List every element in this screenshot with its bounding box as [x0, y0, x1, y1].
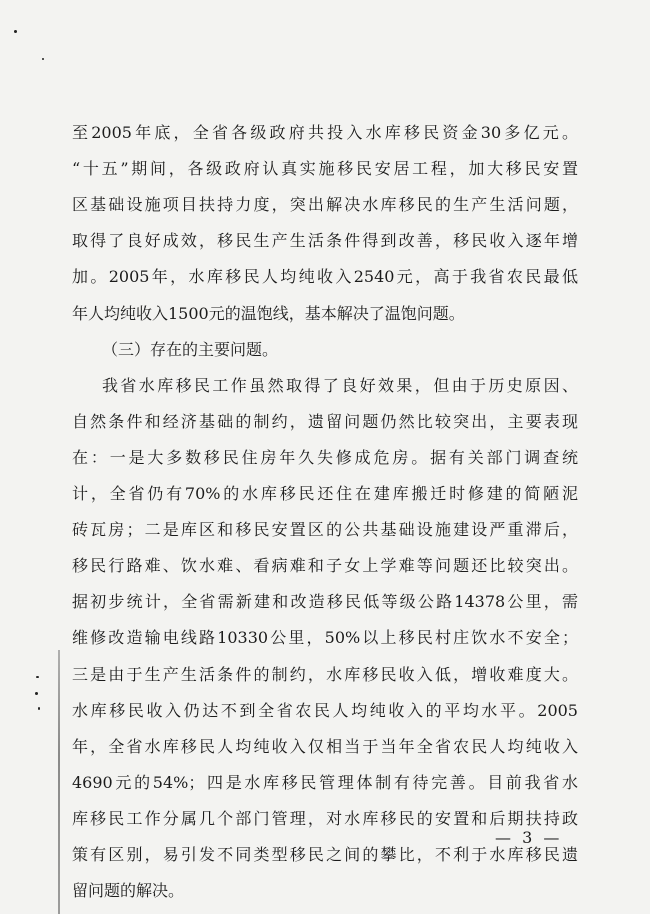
scan-speck [42, 58, 44, 60]
text-line: 至2005年底，全省各级政府共投入水库移民资金30多亿元。 [72, 123, 578, 142]
text-line: 加。2005年，水库移民人均纯收入2540元，高于我省农民最低 [72, 267, 578, 287]
text-line: 4690元的54%；四是水库移民管理体制有待完善。目前我省水 [72, 772, 578, 792]
text-line: 砖瓦房；二是库区和移民安置区的公共基础设施建设严重滞后， [72, 520, 578, 540]
text-line: 在：一是大多数移民住房年久失修成危房。据有关部门调查统 [72, 447, 578, 467]
text-line: 年人均纯收入1500元的温饱线，基本解决了温饱问题。 [72, 303, 465, 323]
text-line: （三）存在的主要问题。 [102, 339, 279, 359]
text-line: 维修改造输电线路10330公里，50%以上移民村庄饮水不安全； [72, 628, 578, 648]
text-line: 区基础设施项目扶持力度，突出解决水库移民的生产生活问题， [72, 195, 578, 215]
text-line: 取得了良好成效，移民生产生活条件得到改善，移民收入逐年增 [72, 231, 578, 251]
scan-speck [38, 707, 40, 710]
text-line: 留问题的解决。 [72, 881, 185, 901]
scan-speck [14, 30, 17, 33]
text-line: 移民行路难、饮水难、看病难和子女上学难等问题还比较突出。 [72, 556, 578, 576]
scan-speck [36, 676, 39, 678]
text-line: 水库移民收入仍达不到全省农民人均纯收入的平均水平。2005 [72, 700, 578, 720]
page-number: — 3 — [495, 828, 563, 847]
text-line: 年，全省水库移民人均纯收入仅相当于当年全省农民人均纯收入 [72, 736, 578, 756]
scan-binding-edge [58, 650, 60, 914]
text-line: 库移民工作分属几个部门管理，对水库移民的安置和后期扶持政 [72, 808, 578, 828]
text-line: 三是由于生产生活条件的制约，水库移民收入低，增收难度大。 [72, 664, 578, 684]
text-line: “十五”期间，各级政府认真实施移民安居工程，加大移民安置 [72, 159, 578, 179]
text-line: 自然条件和经济基础的制约，遗留问题仍然比较突出，主要表现 [72, 411, 578, 431]
text-line: 计，全省仍有70%的水库移民还住在建库搬迁时修建的简陋泥 [72, 484, 578, 503]
text-line: 我省水库移民工作虽然取得了良好效果，但由于历史原因、 [102, 375, 578, 395]
scan-speck [35, 692, 38, 695]
text-line: 据初步统计，全省需新建和改造移民低等级公路14378公里，需 [72, 592, 578, 612]
text-line: 策有区别，易引发不同类型移民之间的攀比，不利于水库移民遗 [72, 845, 578, 864]
